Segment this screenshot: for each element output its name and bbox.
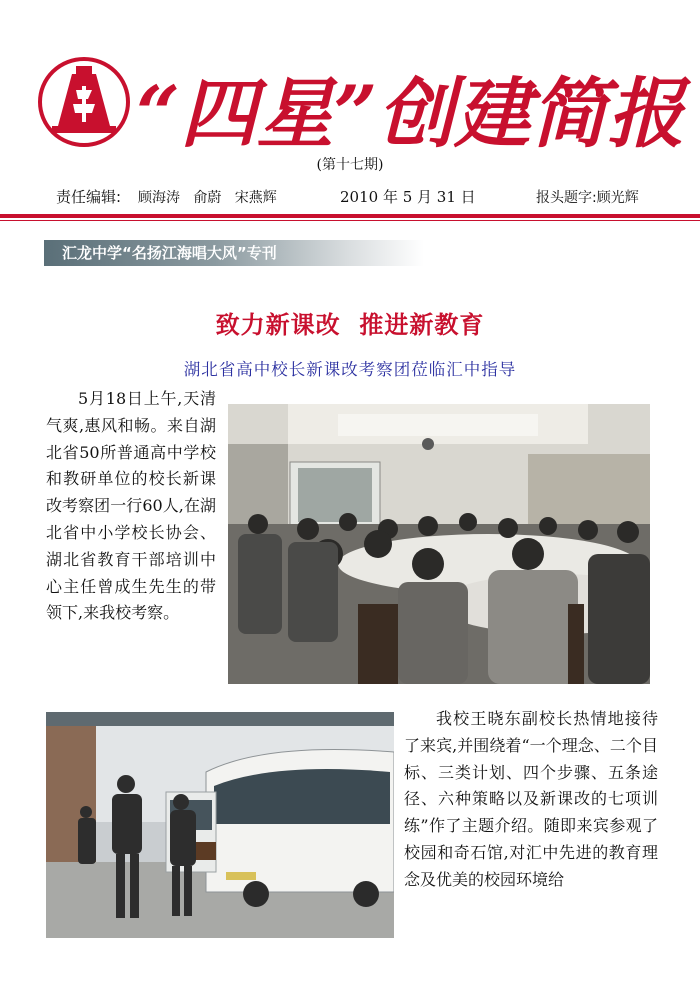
header-divider-thin bbox=[0, 220, 700, 221]
editors-names: 顾海涛 俞蔚 宋燕辉 bbox=[138, 190, 277, 206]
masthead-title bbox=[132, 52, 692, 162]
credits-line bbox=[0, 186, 700, 208]
header-divider bbox=[0, 214, 700, 218]
special-issue-banner: 汇龙中学“名扬江海唱大风”专刊 bbox=[44, 240, 424, 266]
article-paragraph-1: 5月18日上午,天清气爽,惠风和畅。来自湖北省50所普通高中学校和教研单位的校长新课改考察团一行60人,在湖北省中小学校长协会、湖北省教育干部培训中心主任曾成生先生的带领下,来我校考察。 bbox=[46, 389, 216, 623]
school-logo bbox=[38, 56, 130, 148]
article-subtitle: 湖北省高中校长新课改考察团莅临汇中指导 bbox=[183, 360, 517, 379]
svg-text:“四星”创建简报: “四星”创建简报 bbox=[136, 69, 692, 158]
buses-photo bbox=[46, 712, 394, 938]
editors-label: 责任编辑: bbox=[56, 188, 122, 206]
article-paragraph-2: 我校王晓东副校长热情地接待了来宾,并围绕着“一个理念、二个目标、三类计划、四个步骤、五条途径、六种策略以及新课改的七项训练”作了主题介绍。随即来宾参观了校园和奇石馆,对汇中先进的教育理念及优美的校园环境给 bbox=[404, 709, 658, 889]
calligrapher-credit: 报头题字:顾光辉 bbox=[536, 190, 639, 206]
meeting-room-photo bbox=[228, 404, 650, 684]
issue-date: 2010 年 5 月 31 日 bbox=[340, 188, 476, 206]
article-title: 致力新课改 推进新教育 bbox=[215, 310, 485, 339]
issue-number: (第十七期) bbox=[316, 157, 384, 173]
